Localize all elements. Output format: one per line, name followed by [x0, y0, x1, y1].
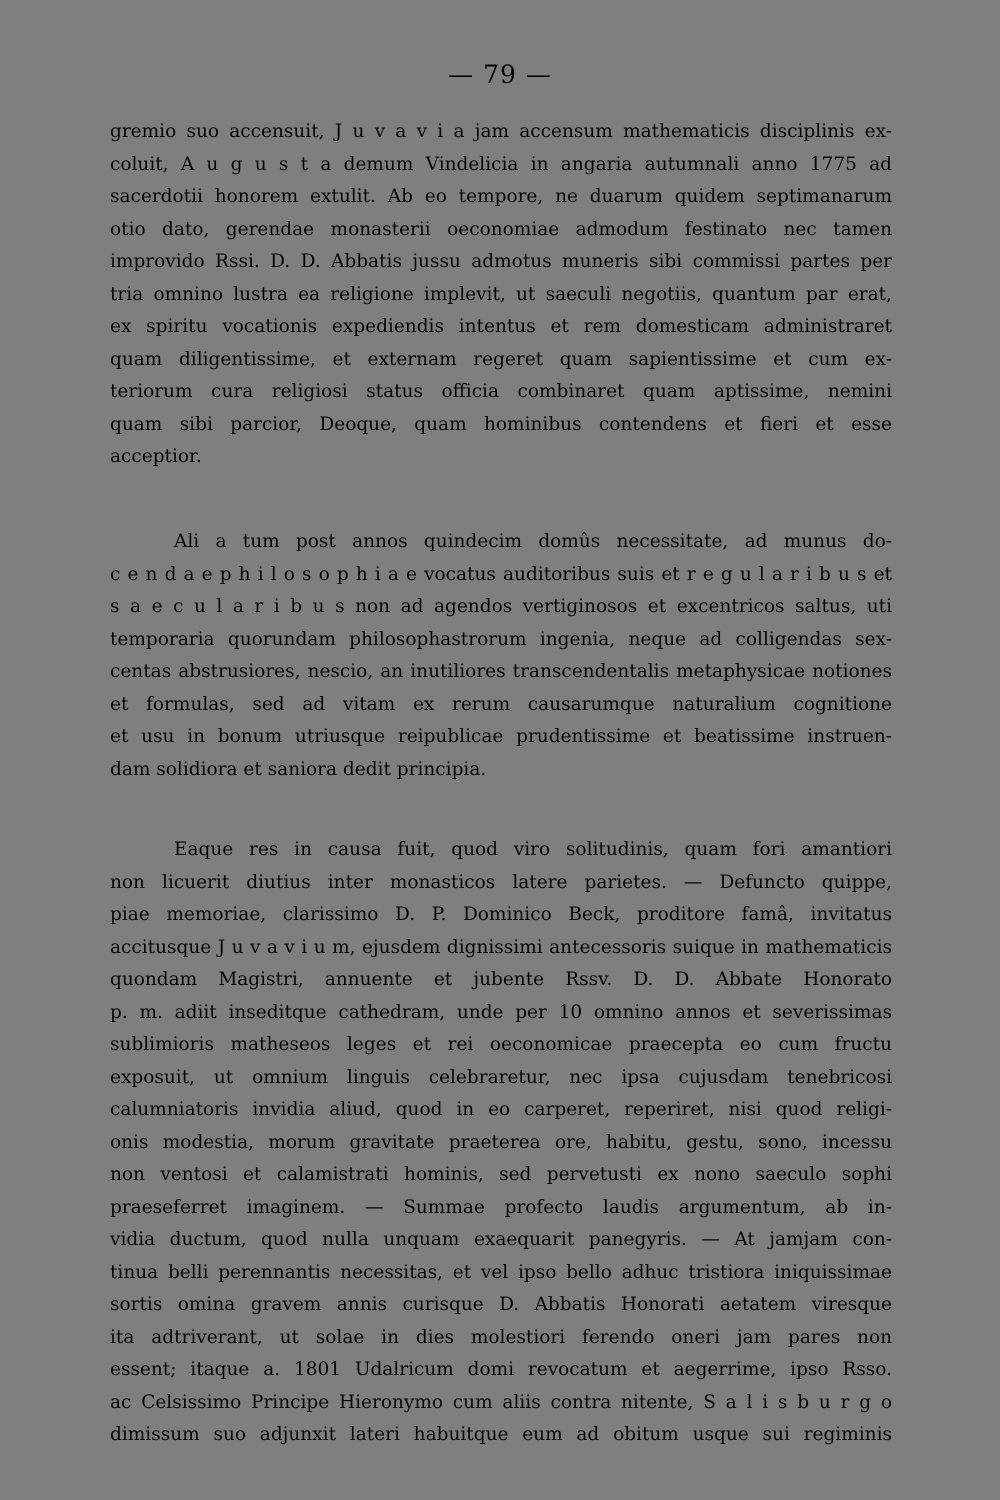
text-line: c e n d a e p h i l o s o p h i a e vocatus auditoribus suis et r e g u l a r i b u s et [110, 563, 892, 585]
text-line: dam solidiora et saniora dedit principia. [110, 758, 487, 780]
text-line: acceptior. [110, 446, 202, 467]
text-line: et usu in bonum utriusque reipublicae prudentissime et beatissime instruen- [110, 726, 892, 747]
text-line: onis modestia, morum gravitate praeterea ore, habitu, gestu, sono, incessu [110, 1131, 892, 1153]
text-line: non ventosi et calamistrati hominis, sed pervetusti ex nono saeculo sophi [110, 1164, 892, 1185]
text-line: teriorum cura religiosi status officia combinaret quam aptissime, nemini [110, 381, 892, 402]
text-line: piae memoriae, clarissimo D. P. Dominico Beck, proditore famâ, invitatus [110, 904, 892, 925]
text-line: ex spiritu vocationis expediendis intentus et rem domesticam administraret [110, 316, 892, 337]
text-line: dimissum suo adjunxit lateri habuitque eum ad obitum usque sui regiminis [110, 1424, 892, 1445]
text-line: vidia ductum, quod nulla unquam exaequarit panegyris. — At jamjam con- [110, 1229, 892, 1250]
text-line: quam sibi parcior, Deoque, quam hominibus contendens et fieri et esse [110, 413, 892, 435]
text-line: et formulas, sed ad vitam ex rerum causarumque naturalium cognitione [110, 693, 892, 715]
text-line: quam diligentissime, et externam regeret quam sapientissime et cum ex- [110, 348, 892, 370]
text-line: essent; itaque a. 1801 Udalricum domi revocatum et aegerrime, ipso Rsso. [110, 1359, 892, 1380]
text-line: improvido Rssi. D. D. Abbatis jussu admotus muneris sibi commissi partes per [110, 251, 892, 272]
text-line: sortis omina gravem annis curisque D. Abbatis Honorati aetatem viresque [110, 1294, 892, 1315]
text-line: sacerdotii honorem extulit. Ab eo tempore, ne duarum quidem septimanarum [110, 186, 892, 207]
text-line: tria omnino lustra ea religione implevit, ut saeculi negotiis, quantum par erat, [110, 283, 892, 305]
text-line: tinua belli perennantis necessitas, et vel ipso bello adhuc tristiora iniquissimae [110, 1261, 892, 1283]
text-line: gremio suo accensuit, J u v a v i a jam accensum mathematicis disciplinis ex- [110, 121, 892, 142]
text-line: s a e c u l a r i b u s non ad agendos vertiginosos et excentricos saltus, uti [110, 596, 892, 617]
paragraph-2 [110, 526, 892, 786]
text-line: calumniatoris invidia aliud, quod in eo carperet, reperiret, nisi quod religi- [110, 1099, 892, 1120]
text-line: exposuit, ut omnium linguis celebraretur, nec ipsa cujusdam tenebricosi [110, 1066, 892, 1088]
text-line: otio dato, gerendae monasterii oeconomiae admodum festinato nec tamen [110, 218, 892, 240]
text-line: p. m. adiit inseditque cathedram, unde per 10 omnino annos et severissimas [110, 1001, 892, 1023]
page-number: — 79 — [448, 60, 552, 89]
text-line: Ali a tum post annos quindecim domûs necessitate, ad munus do- [174, 531, 892, 552]
text-line: coluit, A u g u s t a demum Vindelicia in angaria autumnali anno 1775 ad [110, 153, 892, 175]
paragraph-3 [110, 834, 892, 1452]
text-line: Eaque res in causa fuit, quod viro solitudinis, quam fori amantiori [174, 839, 892, 860]
text-line: centas abstrusiores, nescio, an inutiliores transcendentalis metaphysicae notiones [110, 661, 892, 682]
text-line: accitusque J u v a v i u m, ejusdem dignissimi antecessoris suique in mathematicis [110, 936, 892, 958]
text-line: temporaria quorundam philosophastrorum ingenia, neque ad colligendas sex- [110, 628, 892, 650]
text-line: sublimioris matheseos leges et rei oeconomicae praecepta eo cum fructu [110, 1034, 892, 1055]
text-line: ita adtriverant, ut solae in dies molestiori ferendo oneri jam pares non [110, 1326, 892, 1348]
text-line: ac Celsissimo Principe Hieronymo cum aliis contra nitente, S a l i s b u r g o [110, 1391, 892, 1413]
text-line: praeseferret imaginem. — Summae profecto laudis argumentum, ab in- [110, 1196, 892, 1218]
text-line: quondam Magistri, annuente et jubente Rssv. D. D. Abbate Honorato [110, 969, 892, 990]
paragraph-1 [110, 116, 892, 474]
text-line: non licuerit diutius inter monasticos latere parietes. — Defuncto quippe, [110, 871, 892, 893]
